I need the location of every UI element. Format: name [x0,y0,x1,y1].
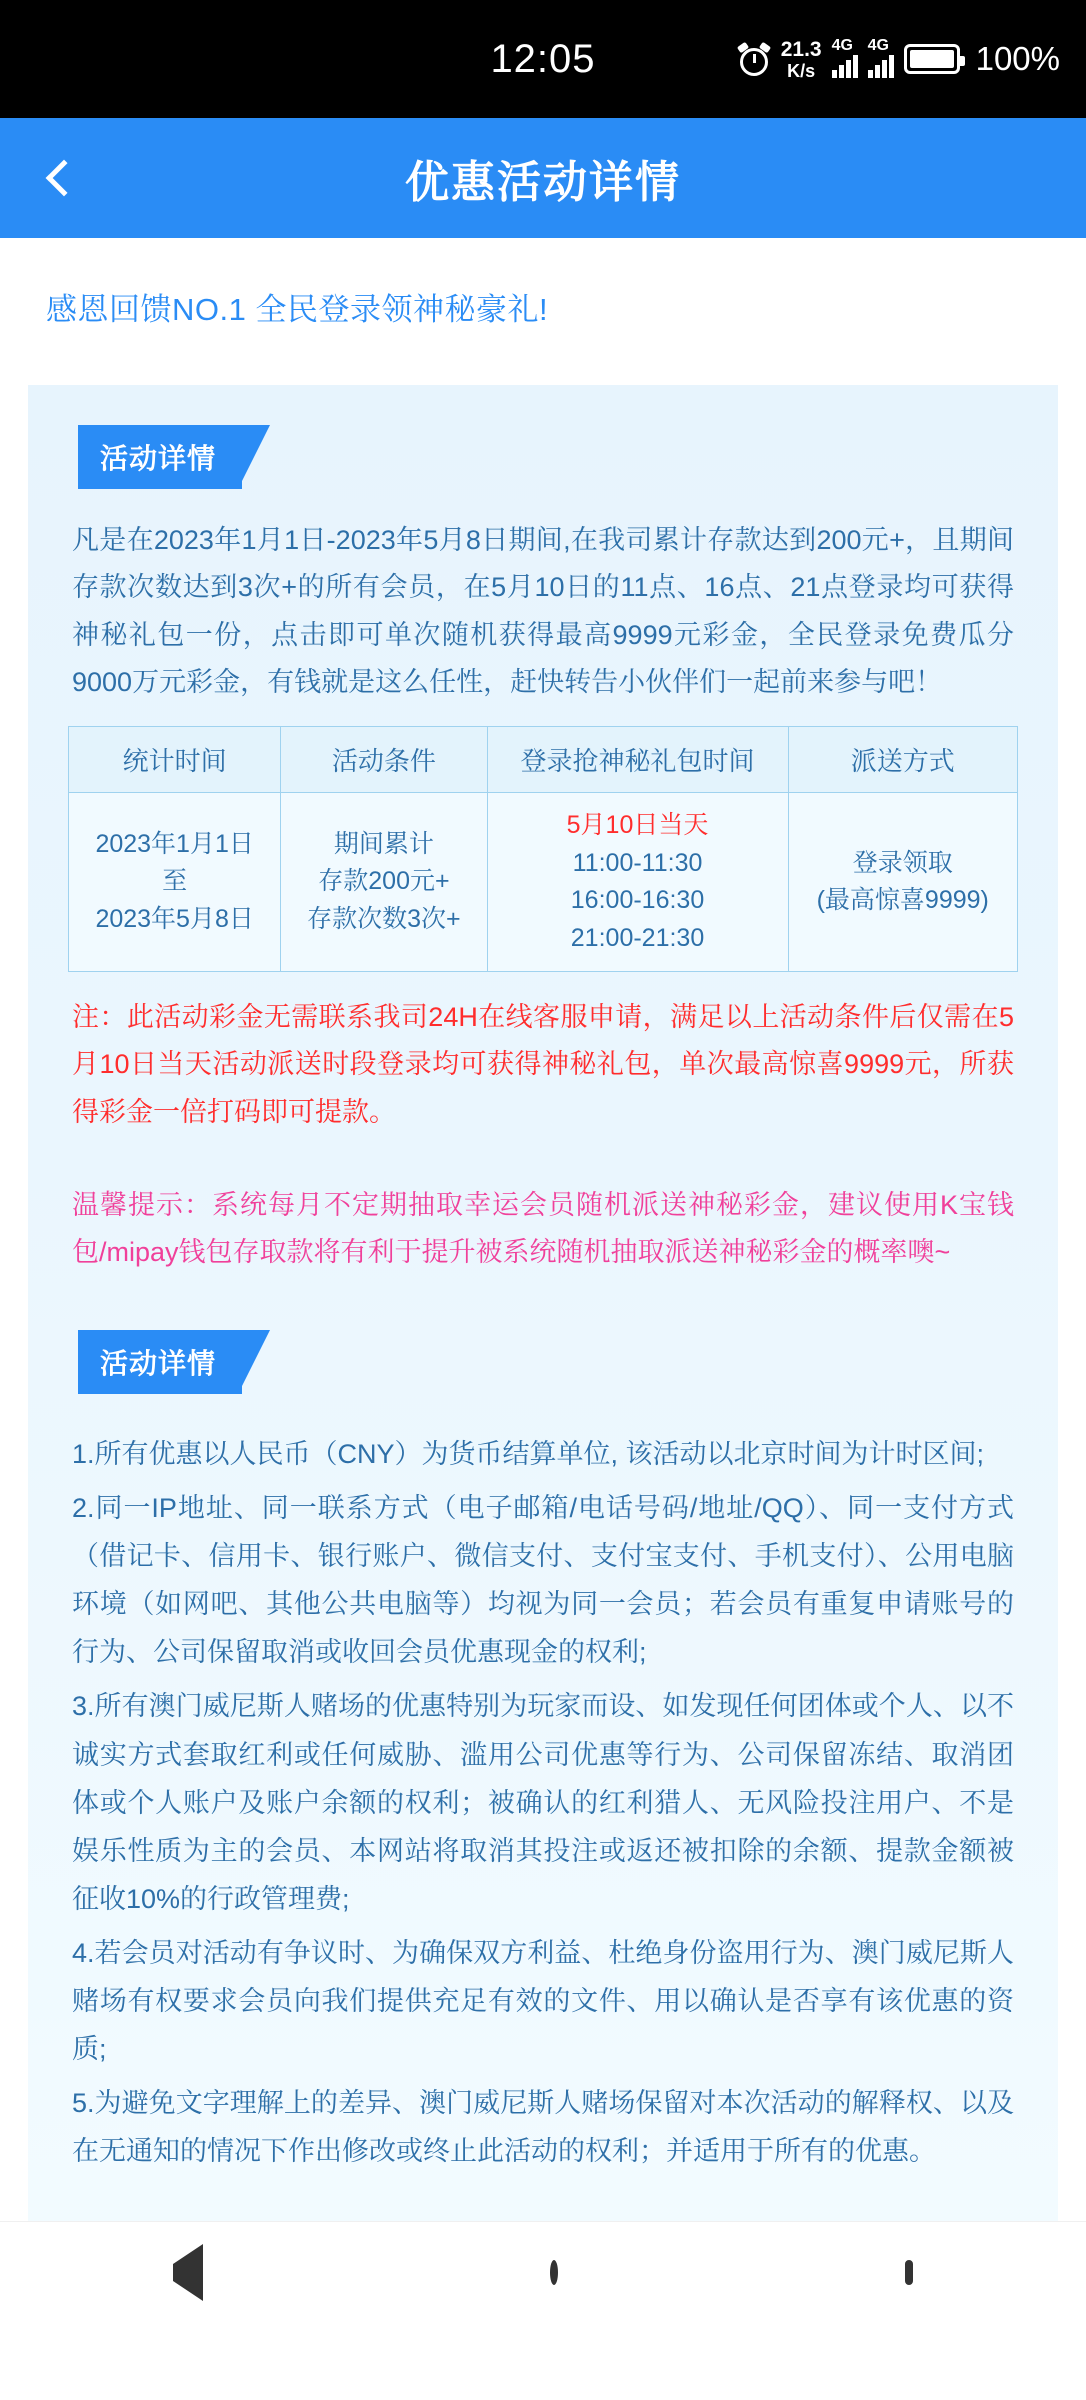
alarm-icon [737,42,771,76]
signal-icon-sim1 [831,36,858,78]
activity-note-pink: 温馨提示：系统每月不定期抽取幸运会员随机派送神秘彩金，建议使用K宝钱包/mipay钱包存取款将有利于提升被系统随机抽取派送神秘彩金的概率噢~ [72,1189,1014,1267]
table-header-delivery: 派送方式 [788,727,1018,793]
login-time-slot-2: 16:00-16:30 [570,886,705,914]
login-date-accent: 5月10日当天 [566,811,709,839]
table-header-login-time: 登录抢神秘礼包时间 [487,727,788,793]
nav-recent-icon [905,2260,913,2285]
table-header-conditions: 活动条件 [281,727,487,793]
condition-line-3: 存款次数3次+ [307,904,461,933]
terms-item: 5.为避免文字理解上的差异、澳门威尼斯人赌场保留对本次活动的解释权、以及在无通知的情况下作出修改或终止此活动的权利；并适用于所有的优惠。 [72,2087,1014,2166]
battery-percent-label: 100% [975,40,1060,77]
delivery-line-2: (最高惊喜9999) [816,886,989,914]
page-content [0,238,1086,2221]
activity-rules-table [68,726,1018,972]
signal-icon-sim2 [867,36,894,78]
section-header-activity-detail-2: 活动详情 [78,1330,242,1394]
promotion-detail-card [28,385,1058,2221]
table-header-row [69,727,1018,793]
condition-line-1: 期间累计 [333,829,434,858]
stat-period-start: 2023年1月1日 [95,829,254,858]
status-bar [0,0,1086,118]
status-bar-indicators [737,0,1060,118]
nav-back-button[interactable] [173,2264,203,2282]
page-title: 优惠活动详情 [405,158,681,207]
delivery-line-1: 登录领取 [852,848,953,877]
nav-recents-button[interactable] [905,2264,913,2282]
promotion-headline: 感恩回馈NO.1 全民登录领神秘豪礼! [46,292,549,327]
stat-period-end: 2023年5月8日 [95,904,254,933]
cell-delivery [788,793,1018,972]
system-navigation-bar [0,2221,1086,2325]
stat-period-sep: 至 [162,867,188,896]
section-header-activity-detail-1: 活动详情 [78,425,242,489]
back-button[interactable] [34,148,94,208]
terms-item: 4.若会员对活动有争议时、为确保双方利益、杜绝身份盗用行为、澳门威尼斯人赌场有权要求会员向我们提供充足有效的文件、用以确认是否享有该优惠的资质; [72,1937,1014,2064]
table-row [69,793,1018,972]
login-time-slot-3: 21:00-21:30 [570,923,705,952]
terms-list [60,1430,1026,2175]
chevron-left-icon [46,160,83,197]
login-time-slot-1: 11:00-11:30 [572,848,703,877]
sim1-network-label: 4G [831,36,853,54]
cell-stat-period [69,793,281,972]
terms-item: 3.所有澳门威尼斯人赌场的优惠特别为玩家而设、如发现任何团体或个人、以不诚实方式套取红利或任何威胁、滥用公司优惠等行为、公司保留冻结、取消团体或个人账户及账户余额的权利；被确认的红利猎人、无风险投注用户、不是娱乐性质为主的会员、本网站将取消其投注或返还被扣除的余额、提款金额被征收10%的行政管理费; [72,1691,1014,1914]
status-bar-clock: 12:05 [490,36,596,81]
table-header-stat-period: 统计时间 [69,727,281,793]
network-speed-value: 21.3 [780,37,822,61]
terms-item: 2.同一IP地址、同一联系方式（电子邮箱/电话号码/地址/QQ）、同一支付方式（借记卡、信用卡、银行账户、微信支付、支付宝支付、手机支付）、公用电脑环境（如网吧、其他公共电脑等）均视为同一会员；若会员有重复申请账号的行为、公司保留取消或收回会员优惠现金的权利; [72,1493,1014,1668]
nav-home-icon [550,2260,558,2285]
nav-home-button[interactable] [550,2264,558,2282]
app-bar [0,118,1086,238]
nav-back-icon [173,2244,203,2301]
activity-description-paragraph: 凡是在2023年1月1日-2023年5月8日期间,在我司累计存款达到200元+，且期间存款次数达到3次+的所有会员，在5月10日的11点、16点、21点登录均可获得神秘礼包一份，点击即可单次随机获得最高9999元彩金，全民登录免费瓜分9000万元彩金，有钱就是这么任性，赶快转告小伙伴们一起前来参与吧！ [72,525,1014,697]
cell-login-time [487,793,788,972]
network-speed-indicator [781,39,822,80]
battery-icon [904,44,960,74]
activity-note-red: 注：此活动彩金无需联系我司24H在线客服申请，满足以上活动条件后仅需在5月10日当天活动派送时段登录均可获得神秘礼包，单次最高惊喜9999元，所获得彩金一倍打码即可提款。 [72,1002,1014,1127]
network-speed-unit: K/s [787,60,816,81]
terms-item: 1.所有优惠以人民币（CNY）为货币结算单位, 该活动以北京时间为计时区间; [72,1439,985,1470]
sim2-network-label: 4G [867,36,889,54]
cell-conditions [281,793,487,972]
condition-line-2: 存款200元+ [318,867,450,896]
